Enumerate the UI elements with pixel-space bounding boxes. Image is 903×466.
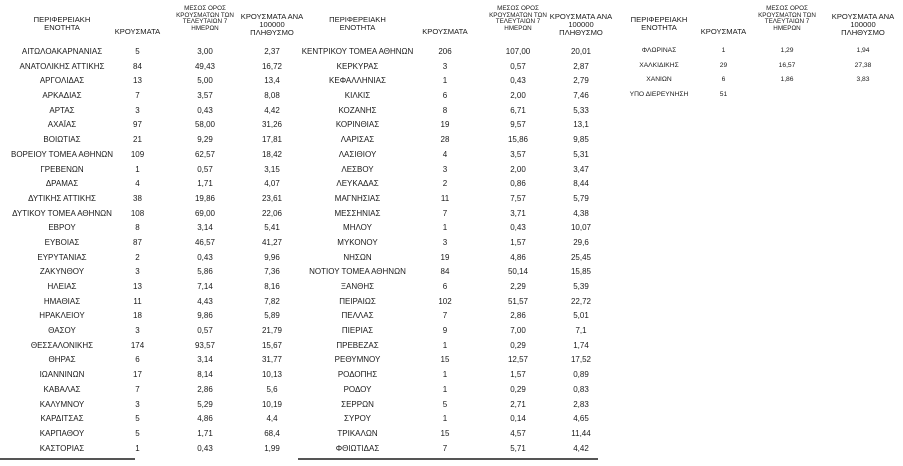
- per100k-cell: 3,15: [264, 164, 280, 174]
- cases-cell: 5: [135, 428, 140, 438]
- region-cell: ΚΕΡΚΥΡΑΣ: [336, 61, 379, 71]
- per100k-cell: 13,4: [264, 76, 280, 86]
- region-cell: ΚΑΛΥΜΝΟΥ: [39, 399, 85, 409]
- per100k-cell: 41,27: [261, 237, 283, 247]
- avg7-cell: 1,71: [197, 428, 213, 438]
- region-cell: ΜΥΚΟΝΟΥ: [337, 237, 378, 247]
- cases-cell: 7: [442, 311, 448, 321]
- avg7-cell: 69,00: [194, 208, 216, 218]
- cases-cell: 3: [442, 61, 448, 71]
- per100k-cell: 13,1: [573, 120, 589, 130]
- cases-cell: 21: [133, 135, 142, 145]
- avg7-cell: 0,14: [510, 414, 526, 424]
- per100k-cell: 20,01: [570, 47, 592, 56]
- region-cell: ΜΑΓΝΗΣΙΑΣ: [334, 193, 381, 203]
- region-cell: ΑΧΑΪΑΣ: [47, 120, 77, 130]
- avg7-cell: 93,57: [194, 340, 216, 350]
- avg7-cell: 8,14: [197, 370, 213, 380]
- cases-cell: 97: [133, 120, 142, 130]
- avg7-cell: 12,57: [507, 355, 529, 365]
- cases-cell: 3: [135, 267, 140, 277]
- avg7-cell: 6,71: [510, 105, 526, 115]
- cases-cell: 206: [438, 47, 452, 56]
- cases-cell: 1: [442, 223, 448, 233]
- region-cell: ΘΗΡΑΣ: [48, 355, 76, 365]
- region-cell: ΤΡΙΚΑΛΩΝ: [337, 428, 378, 438]
- region-cell: ΕΥΡΥΤΑΝΙΑΣ: [37, 252, 87, 262]
- avg7-cell: 5,86: [197, 267, 213, 277]
- cases-cell: 84: [133, 61, 142, 71]
- table-header: [300, 5, 613, 40]
- cases-cell: 3: [135, 105, 140, 115]
- cases-cell: 15: [440, 428, 450, 438]
- per100k-cell: 4,38: [573, 208, 589, 218]
- per100k-cell: 7,82: [264, 296, 280, 306]
- region-cell: ΚΟΡΙΝΘΙΑΣ: [335, 120, 380, 130]
- per100k-cell: 4,65: [573, 414, 589, 424]
- avg7-cell: 5,71: [510, 443, 526, 453]
- avg7-cell: 0,57: [197, 326, 213, 336]
- cases-cell: 15: [440, 355, 450, 365]
- cases-cell: 1: [721, 47, 726, 54]
- region-cell: ΘΑΣΟΥ: [48, 326, 76, 336]
- avg7-cell: 0,43: [197, 105, 213, 115]
- avg7-cell: 0,57: [197, 164, 213, 174]
- avg7-cell: 7,57: [510, 193, 526, 203]
- cases-cell: 1: [442, 340, 448, 350]
- cases-cell: 11: [133, 296, 142, 306]
- region-cell: ΔΥΤΙΚΗΣ ΑΤΤΙΚΗΣ: [28, 193, 96, 203]
- cases-cell: 3: [442, 237, 448, 247]
- per100k-cell: 11,44: [571, 428, 591, 438]
- region-cell: ΜΕΣΣΗΝΙΑΣ: [334, 208, 381, 218]
- region-cell: ΓΡΕΒΕΝΩΝ: [40, 164, 84, 174]
- region-cell: ΔΡΑΜΑΣ: [45, 179, 79, 189]
- avg7-cell: 4,57: [510, 428, 526, 438]
- region-cell: ΛΕΣΒΟΥ: [341, 164, 374, 174]
- cases-cell: 7: [442, 443, 448, 453]
- avg7-cell: 3,14: [197, 355, 213, 365]
- header-region: ΠΕΡΙΦΕΡΕΙΑΚΗ ΕΝΟΤΗΤΑ: [329, 15, 386, 32]
- header-avg7: ΜΕΣΟΣ ΟΡΟΣ ΚΡΟΥΣΜΑΤΩΝ ΤΩΝ ΤΕΛΕΥΤΑΙΩΝ 7 ΗΜΕΡΩΝ: [758, 5, 816, 32]
- cases-cell: 1: [442, 76, 448, 86]
- avg7-cell: 3,57: [197, 91, 213, 101]
- bottom-divider: [0, 458, 135, 460]
- region-cell: ΧΑΝΙΩΝ: [646, 76, 672, 84]
- region-cell: ΛΑΣΙΘΙΟΥ: [338, 149, 377, 159]
- region-cell: ΧΑΛΚΙΔΙΚΗΣ: [639, 61, 679, 69]
- per100k-cell: 9,96: [264, 252, 280, 262]
- header-avg7: ΜΕΣΟΣ ΟΡΟΣ ΚΡΟΥΣΜΑΤΩΝ ΤΩΝ ΤΕΛΕΥΤΑΙΩΝ 7 ΗΜΕΡΩΝ: [489, 5, 547, 32]
- per100k-cell: 17,81: [261, 135, 283, 145]
- region-cell: ΔΥΤΙΚΟΥ ΤΟΜΕΑ ΑΘΗΝΩΝ: [12, 208, 112, 218]
- region-cell: ΑΝΑΤΟΛΙΚΗΣ ΑΤΤΙΚΗΣ: [19, 61, 105, 71]
- region-cell: ΡΕΘΥΜΝΟΥ: [334, 355, 381, 365]
- per100k-cell: 5,6: [266, 384, 278, 394]
- cases-cell: 28: [440, 135, 450, 145]
- per100k-cell: 2,83: [573, 399, 589, 409]
- avg7-cell: 62,57: [194, 149, 216, 159]
- avg7-cell: 2,00: [510, 91, 526, 101]
- table-header: [618, 6, 903, 40]
- region-cell: ΗΡΑΚΛΕΙΟΥ: [39, 311, 85, 321]
- region-cell: ΚΑΡΔΙΤΣΑΣ: [40, 414, 84, 424]
- per100k-cell: 2,79: [573, 76, 589, 86]
- cases-cell: 29: [719, 61, 728, 69]
- per100k-cell: 2,87: [573, 61, 589, 71]
- avg7-cell: 0,86: [510, 179, 526, 189]
- region-cell: ΖΑΚΥΝΘΟΥ: [39, 267, 85, 277]
- cases-cell: 9: [442, 326, 448, 336]
- region-cell: ΕΥΒΟΙΑΣ: [44, 237, 80, 247]
- per100k-cell: 0,83: [573, 384, 589, 394]
- cases-cell: 51: [719, 91, 728, 99]
- avg7-cell: 4,43: [197, 296, 213, 306]
- region-cell: ΒΟΙΩΤΙΑΣ: [43, 135, 81, 145]
- region-cell: ΙΩΑΝΝΙΝΩΝ: [39, 370, 85, 380]
- cases-cell: 87: [133, 237, 142, 247]
- region-cell: ΦΘΙΩΤΙΔΑΣ: [335, 443, 380, 453]
- avg7-cell: 1,29: [780, 47, 794, 54]
- avg7-cell: 0,29: [510, 384, 526, 394]
- per100k-cell: 7,1: [575, 326, 587, 336]
- avg7-cell: 51,57: [507, 296, 529, 306]
- per100k-cell: 8,16: [264, 282, 280, 291]
- region-cell: ΚΙΛΚΙΣ: [344, 91, 371, 101]
- cases-cell: 6: [442, 282, 448, 291]
- per100k-cell: 22,06: [261, 208, 283, 218]
- cases-cell: 7: [135, 91, 140, 101]
- per100k-cell: 15,85: [570, 267, 592, 277]
- region-cell: ΠΕΙΡΑΙΩΣ: [339, 296, 376, 306]
- cases-cell: 4: [135, 179, 140, 189]
- avg7-cell: 5,00: [197, 76, 213, 86]
- cases-cell: 5: [442, 399, 448, 409]
- avg7-cell: 7,00: [510, 326, 526, 336]
- per100k-cell: 31,77: [261, 355, 283, 365]
- cases-cell: 84: [440, 267, 450, 277]
- region-cell: ΑΡΚΑΔΙΑΣ: [42, 91, 82, 101]
- header-avg7: ΜΕΣΟΣ ΟΡΟΣ ΚΡΟΥΣΜΑΤΩΝ ΤΩΝ ΤΕΛΕΥΤΑΙΩΝ 7 ΗΜΕΡΩΝ: [176, 5, 234, 32]
- per100k-cell: 29,6: [573, 237, 589, 247]
- cases-cell: 108: [130, 208, 145, 218]
- per100k-cell: 8,08: [264, 91, 280, 101]
- per100k-cell: 21,79: [261, 326, 283, 336]
- cases-cell: 13: [133, 76, 142, 86]
- avg7-cell: 2,00: [510, 164, 526, 174]
- region-cell: ΑΡΓΟΛΙΔΑΣ: [39, 76, 85, 86]
- per100k-cell: 2,37: [264, 47, 280, 56]
- cases-cell: 6: [721, 76, 726, 84]
- avg7-cell: 0,43: [510, 223, 526, 233]
- table-header: [0, 5, 304, 40]
- per100k-cell: 5,89: [264, 311, 280, 321]
- region-cell: ΣΕΡΡΩΝ: [341, 399, 374, 409]
- per100k-cell: 7,46: [573, 91, 589, 101]
- cases-cell: 17: [133, 370, 142, 380]
- avg7-cell: 7,14: [197, 282, 213, 291]
- per100k-cell: 7,36: [264, 267, 280, 277]
- cases-cell: 7: [442, 208, 448, 218]
- region-cell: ΣΥΡΟΥ: [344, 414, 371, 424]
- region-cell: ΛΕΥΚΑΔΑΣ: [336, 179, 379, 189]
- avg7-cell: 3,14: [197, 223, 213, 233]
- avg7-cell: 49,43: [194, 61, 216, 71]
- per100k-cell: 17,52: [570, 355, 592, 365]
- avg7-cell: 9,29: [197, 135, 213, 145]
- region-cell: ΑΡΤΑΣ: [49, 105, 75, 115]
- cases-cell: 1: [135, 164, 140, 174]
- cases-cell: 18: [133, 311, 142, 321]
- avg7-cell: 2,86: [197, 384, 213, 394]
- avg7-cell: 58,00: [194, 120, 216, 130]
- avg7-cell: 3,57: [510, 149, 526, 159]
- cases-cell: 5: [135, 47, 140, 56]
- avg7-cell: 15,86: [507, 135, 529, 145]
- per100k-cell: 5,41: [264, 223, 280, 233]
- header-cases: ΚΡΟΥΣΜΑΤΑ: [700, 27, 747, 36]
- cases-cell: 1: [135, 443, 140, 453]
- header-per100k: ΚΡΟΥΣΜΑΤΑ ΑΝΑ 100000 ΠΛΗΘΥΣΜΟ: [549, 12, 613, 37]
- header-region: ΠΕΡΙΦΕΡΕΙΑΚΗ ΕΝΟΤΗΤΑ: [33, 15, 91, 32]
- avg7-cell: 1,57: [510, 370, 526, 380]
- per100k-cell: 27,38: [854, 61, 872, 69]
- cases-cell: 3: [135, 399, 140, 409]
- bottom-divider: [298, 458, 598, 460]
- avg7-cell: 107,00: [505, 47, 531, 56]
- region-cell: ΠΡΕΒΕΖΑΣ: [336, 340, 379, 350]
- cases-table-3: [618, 5, 903, 99]
- region-cell: ΚΕΝΤΡΙΚΟΥ ΤΟΜΕΑ ΑΘΗΝΩΝ: [301, 47, 414, 56]
- per100k-cell: 4,42: [573, 443, 589, 453]
- avg7-cell: 0,29: [510, 340, 526, 350]
- cases-cell: 1: [442, 414, 448, 424]
- per100k-cell: 22,72: [570, 296, 592, 306]
- header-per100k: ΚΡΟΥΣΜΑΤΑ ΑΝΑ 100000 ΠΛΗΘΥΣΜΟ: [240, 12, 304, 37]
- per100k-cell: 3,83: [856, 76, 870, 84]
- avg7-cell: 2,71: [510, 399, 526, 409]
- avg7-cell: 9,57: [510, 120, 526, 130]
- per100k-cell: 5,01: [573, 311, 589, 321]
- per100k-cell: 25,45: [570, 252, 592, 262]
- avg7-cell: 0,43: [197, 443, 213, 453]
- region-cell: ΠΙΕΡΙΑΣ: [341, 326, 374, 336]
- avg7-cell: 46,57: [194, 237, 216, 247]
- region-cell: ΚΑΒΑΛΑΣ: [43, 384, 81, 394]
- avg7-cell: 0,43: [197, 252, 213, 262]
- per100k-cell: 8,44: [573, 179, 589, 189]
- cases-table-1: [0, 5, 304, 453]
- avg7-cell: 4,86: [510, 252, 526, 262]
- cases-cell: 1: [442, 384, 448, 394]
- header-region: ΠΕΡΙΦΕΡΕΙΑΚΗ ΕΝΟΤΗΤΑ: [630, 15, 688, 32]
- avg7-cell: 9,86: [197, 311, 213, 321]
- region-cell: ΒΟΡΕΙΟΥ ΤΟΜΕΑ ΑΘΗΝΩΝ: [10, 149, 114, 159]
- avg7-cell: 1,86: [780, 76, 794, 84]
- per100k-cell: 5,33: [573, 105, 589, 115]
- avg7-cell: 2,29: [510, 282, 526, 291]
- region-cell: ΚΑΡΠΑΘΟΥ: [39, 428, 85, 438]
- avg7-cell: 2,86: [510, 311, 526, 321]
- cases-cell: 19: [440, 252, 450, 262]
- region-cell: ΚΟΖΑΝΗΣ: [338, 105, 377, 115]
- region-cell: ΝΗΣΩΝ: [343, 252, 372, 262]
- region-cell: ΚΕΦΑΛΛΗΝΙΑΣ: [329, 76, 386, 86]
- per100k-cell: 5,31: [573, 149, 589, 159]
- per100k-cell: 0,89: [573, 370, 589, 380]
- avg7-cell: 3,71: [510, 208, 526, 218]
- cases-cell: 102: [438, 296, 452, 306]
- cases-cell: 174: [130, 340, 145, 350]
- cases-cell: 1: [442, 370, 448, 380]
- avg7-cell: 1,57: [510, 237, 526, 247]
- per100k-cell: 5,79: [573, 193, 589, 203]
- region-cell: ΗΛΕΙΑΣ: [47, 282, 77, 291]
- header-per100k: ΚΡΟΥΣΜΑΤΑ ΑΝΑ 100000 ΠΛΗΘΥΣΜΟ: [831, 12, 895, 37]
- per100k-cell: 10,13: [261, 370, 283, 380]
- region-cell: ΑΙΤΩΛΟΑΚΑΡΝΑΝΙΑΣ: [21, 47, 103, 56]
- region-cell: ΚΑΣΤΟΡΙΑΣ: [39, 443, 85, 453]
- per100k-cell: 1,94: [856, 47, 870, 54]
- avg7-cell: 3,00: [197, 47, 213, 56]
- per100k-cell: 31,26: [261, 120, 283, 130]
- avg7-cell: 16,57: [778, 61, 796, 69]
- cases-cell: 11: [440, 193, 450, 203]
- cases-cell: 4: [442, 149, 448, 159]
- cases-cell: 109: [130, 149, 145, 159]
- per100k-cell: 1,74: [573, 340, 589, 350]
- avg7-cell: 0,57: [510, 61, 526, 71]
- avg7-cell: 50,14: [507, 267, 529, 277]
- per100k-cell: 9,85: [573, 135, 589, 145]
- per100k-cell: 4,42: [264, 105, 280, 115]
- cases-cell: 5: [135, 414, 140, 424]
- cases-cell: 2: [135, 252, 140, 262]
- region-cell: ΘΕΣΣΑΛΟΝΙΚΗΣ: [30, 340, 94, 350]
- cases-cell: 38: [133, 193, 142, 203]
- cases-cell: 2: [442, 179, 448, 189]
- region-cell: ΝΟΤΙΟΥ ΤΟΜΕΑ ΑΘΗΝΩΝ: [309, 267, 406, 277]
- per100k-cell: 4,4: [266, 414, 278, 424]
- per100k-cell: 10,19: [261, 399, 283, 409]
- per100k-cell: 3,47: [573, 164, 589, 174]
- region-cell: ΜΗΛΟΥ: [343, 223, 372, 233]
- per100k-cell: 23,61: [261, 193, 283, 203]
- region-cell: ΛΑΡΙΣΑΣ: [340, 135, 375, 145]
- avg7-cell: 1,71: [197, 179, 213, 189]
- region-cell: ΠΕΛΛΑΣ: [341, 311, 374, 321]
- cases-cell: 3: [135, 326, 140, 336]
- cases-table-2: [300, 5, 613, 453]
- region-cell: ΗΜΑΘΙΑΣ: [43, 296, 81, 306]
- cases-cell: 8: [135, 223, 140, 233]
- per100k-cell: 5,39: [573, 282, 589, 291]
- cases-cell: 6: [135, 355, 140, 365]
- per100k-cell: 15,67: [261, 340, 283, 350]
- cases-cell: 6: [442, 91, 448, 101]
- header-cases: ΚΡΟΥΣΜΑΤΑ: [114, 27, 161, 36]
- per100k-cell: 1,99: [264, 443, 280, 453]
- avg7-cell: 5,29: [197, 399, 213, 409]
- per100k-cell: 16,72: [261, 61, 283, 71]
- region-cell: ΦΛΩΡΙΝΑΣ: [641, 47, 677, 54]
- cases-cell: 7: [135, 384, 140, 394]
- cases-cell: 13: [133, 282, 142, 291]
- per100k-cell: 18,42: [261, 149, 283, 159]
- avg7-cell: 0,43: [510, 76, 526, 86]
- per100k-cell: 4,07: [264, 179, 280, 189]
- cases-cell: 19: [440, 120, 450, 130]
- per100k-cell: 68,4: [264, 428, 280, 438]
- region-cell: ΕΒΡΟΥ: [48, 223, 76, 233]
- region-cell: ΥΠΟ ΔΙΕΡΕΥΝΗΣΗ: [629, 91, 689, 99]
- avg7-cell: 4,86: [197, 414, 213, 424]
- region-cell: ΞΑΝΘΗΣ: [340, 282, 375, 291]
- cases-cell: 3: [442, 164, 448, 174]
- region-cell: ΡΟΔΟΠΗΣ: [337, 370, 378, 380]
- region-cell: ΡΟΔΟΥ: [343, 384, 372, 394]
- avg7-cell: 19,86: [194, 193, 216, 203]
- cases-cell: 8: [442, 105, 448, 115]
- per100k-cell: 10,07: [570, 223, 592, 233]
- header-cases: ΚΡΟΥΣΜΑΤΑ: [422, 27, 468, 36]
